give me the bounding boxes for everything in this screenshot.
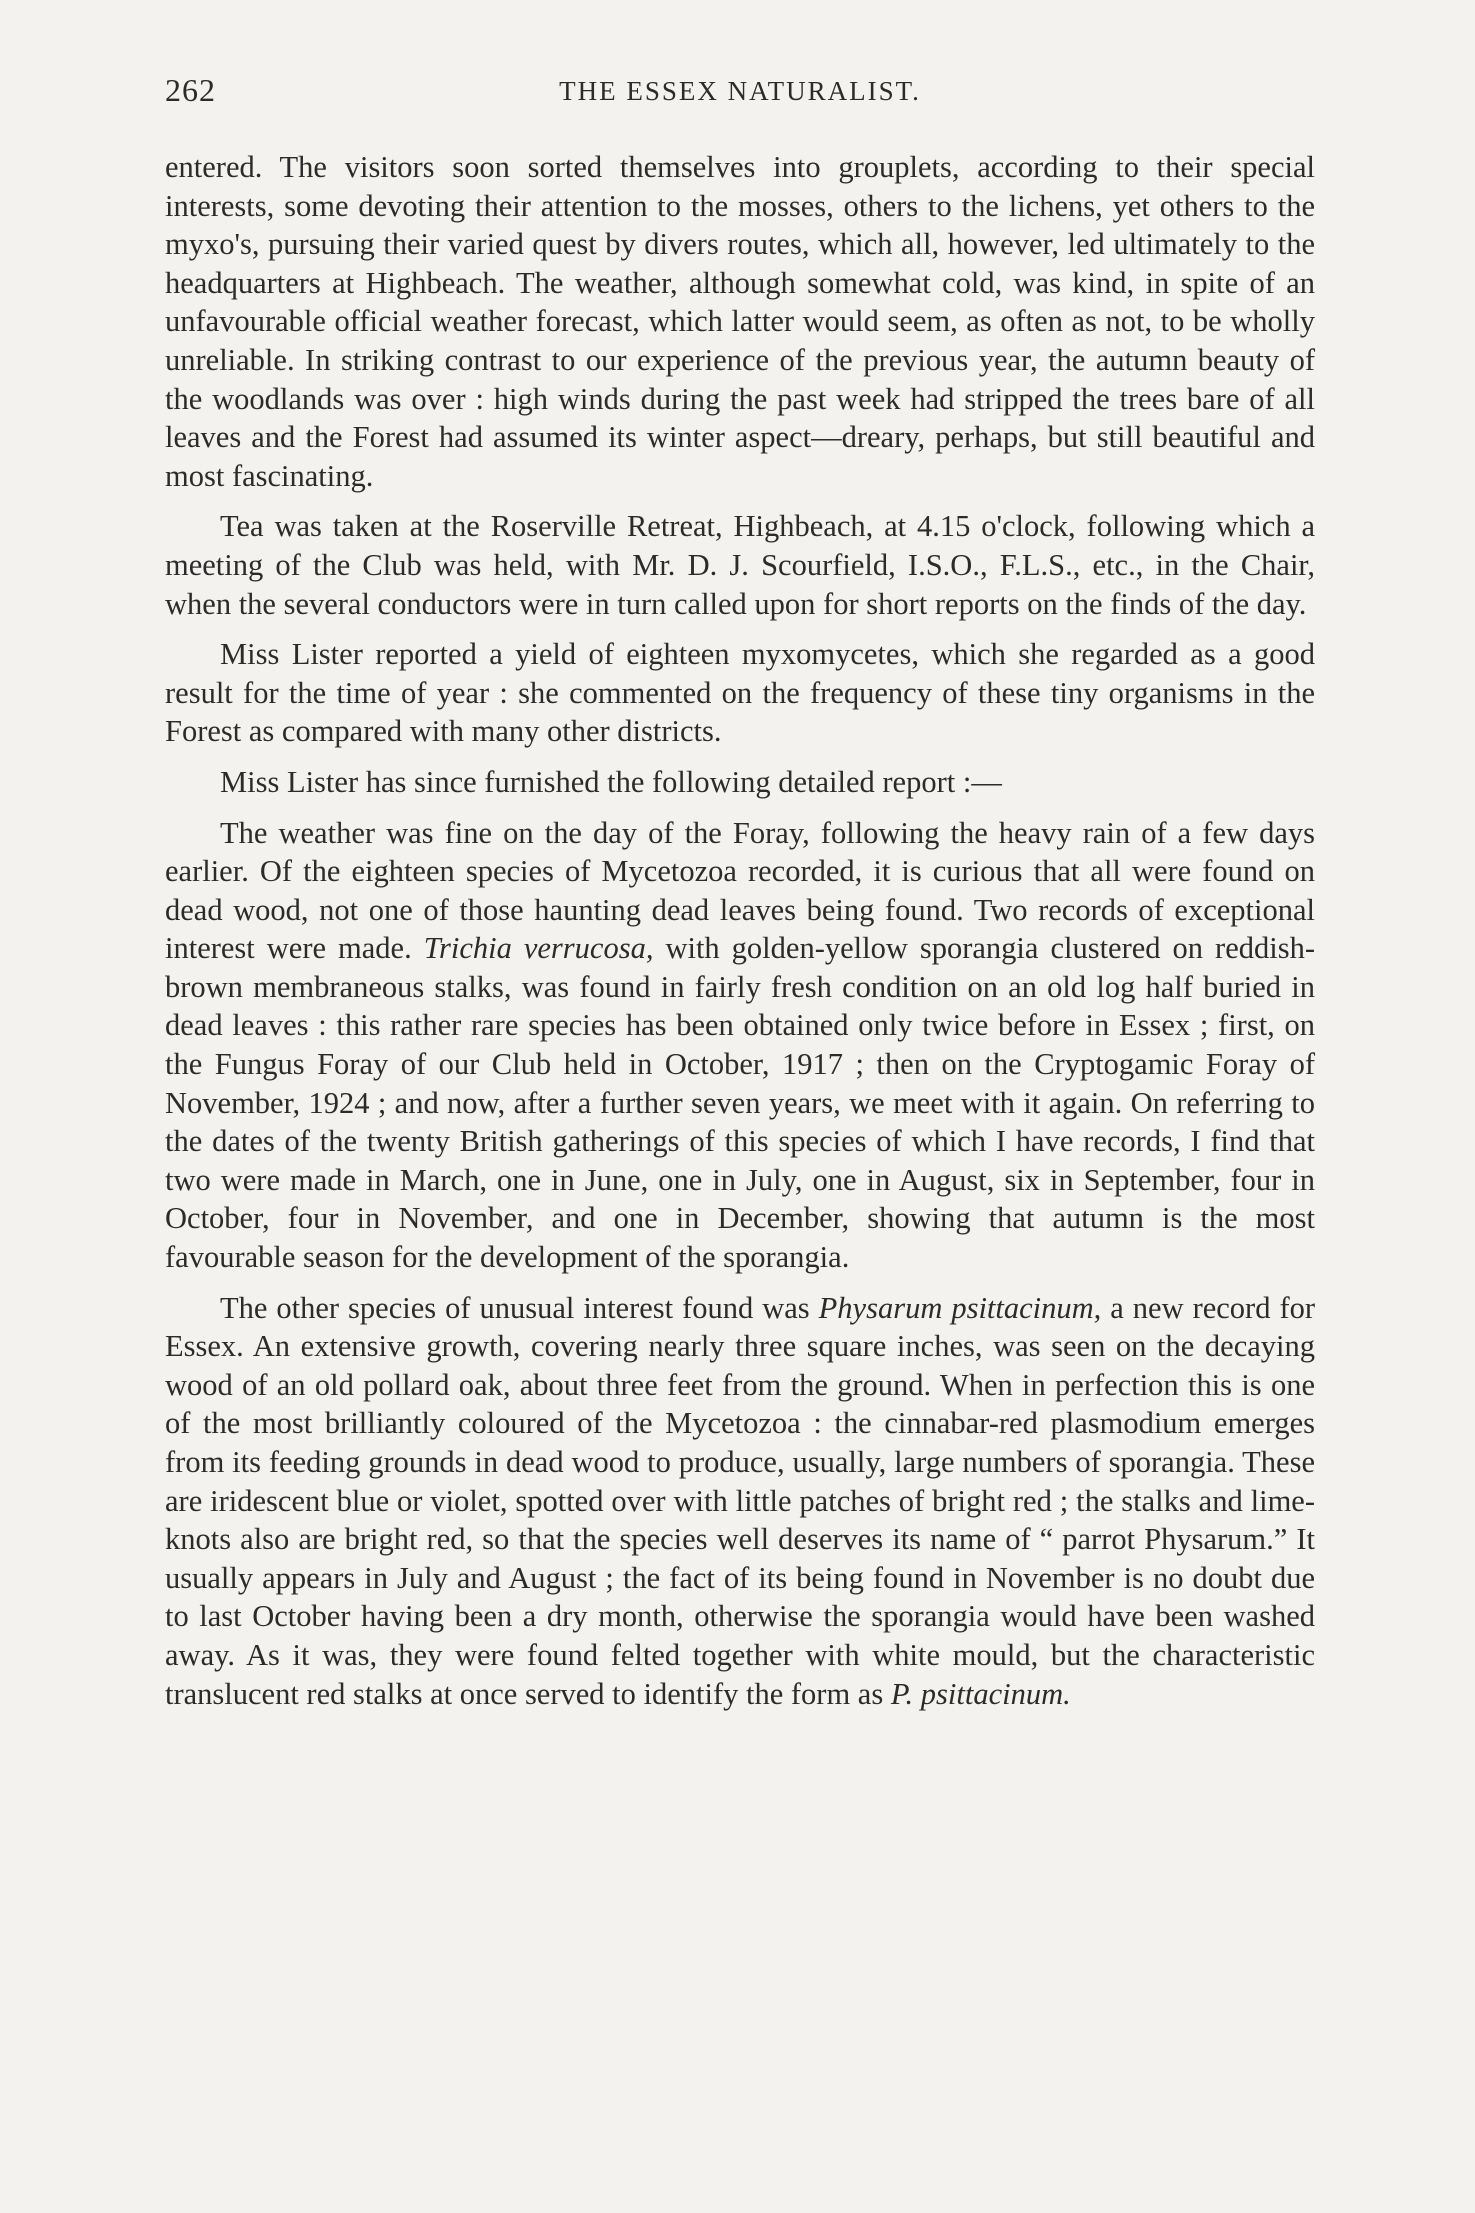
running-head (165, 72, 1315, 116)
paragraph (165, 148, 1315, 495)
page-number: 262 (165, 72, 216, 108)
paragraph (165, 507, 1315, 623)
journal-title: THE ESSEX NATURALIST. (559, 76, 921, 106)
text-run: a new record for Essex. An extensive growth, covering nearly three square inches, was seen on the decaying wood of an old pollard oak, about three feet from the ground. When in perfection this is one of the most brilliantly coloured of the Mycetozoa : the cinnabar-red plasmodium emerges from its feeding grounds in dead wood to produce, usually, large numbers of sporangia. These are iridescent blue or violet, spotted over with little patches of bright red ; the stalks and lime-knots also are bright red, so that the species well deserves its name of “ parrot Physarum.” It usually appears in July and August ; the fact of its being found in November is no doubt due to last October having been a dry month, otherwise the sporangia would have been washed away. As it was, they were found felted together with white mould, but the characteristic translucent red stalks at once served to identify the form as (165, 1290, 1316, 1711)
italic-species-name: P. psittacinum. (890, 1676, 1071, 1711)
paragraph (165, 1289, 1315, 1714)
body-text (165, 148, 1315, 1725)
text-run: entered. The visitors soon sorted themselves into grouplets, according to their special interests, some devoting their attention to the mosses, others to the lichens, yet others to the myxo's, pursuing their varied quest by divers routes, which all, however, led ultimately to the headquarters at Highbeach. The weather, although somewhat cold, was kind, in spite of an unfavourable official weather forecast, which latter would seem, as often as not, to be wholly unreliable. In striking contrast to our experience of the previous year, the autumn beauty of the woodlands was over : high winds during the past week had stripped the trees bare of all leaves and the Forest had assumed its winter aspect—dreary, perhaps, but still beautiful and most fascinating. (165, 150, 1315, 493)
paragraph (165, 763, 1315, 802)
italic-species-name: Trichia verrucosa, (423, 931, 654, 966)
paragraph (165, 635, 1315, 751)
paragraph (165, 814, 1315, 1277)
text-run: The other species of unusual interest found was (220, 1290, 819, 1325)
text-run: Miss Lister has since furnished the following detailed report :— (220, 764, 1002, 799)
text-run: with golden-yellow sporangia clustered on reddish-brown membraneous stalks, was found in fairly fresh condition on an old log half buried in dead leaves : this rather rare species has been obtained only twice before in Essex ; first, on the Fungus Foray of our Club held in October, 1917 ; then on the Cryptogamic Foray of November, 1924 ; and now, after a further seven years, we meet with it again. On referring to the dates of the twenty British gatherings of this species of which I have records, I find that two were made in March, one in June, one in July, one in August, six in September, four in October, four in November, and one in December, showing that autumn is the most favourable season for the development of the sporangia. (165, 931, 1315, 1275)
italic-species-name: Physarum psittacinum, (818, 1290, 1102, 1325)
text-run: Tea was taken at the Roserville Retreat, Highbeach, at 4.15 o'clock, following which a meeting of the Club was held, with Mr. D. J. Scourfield, I.S.O., F.L.S., etc., in the Chair, when the several conductors were in turn called upon for short reports on the finds of the day. (165, 509, 1315, 621)
text-run: Miss Lister reported a yield of eighteen myxomycetes, which she regarded as a good result for the time of year : she commented on the frequency of these tiny organisms in the Forest as compared with many other districts. (165, 637, 1315, 749)
text-run: The weather was fine on the day of the Foray, following the heavy rain of a few days earlier. Of the eighteen species of Mycetozoa recorded, it is curious that all were found on dead wood, not one of those haunting dead leaves being found. Two records of exceptional interest were made. (165, 815, 1315, 966)
